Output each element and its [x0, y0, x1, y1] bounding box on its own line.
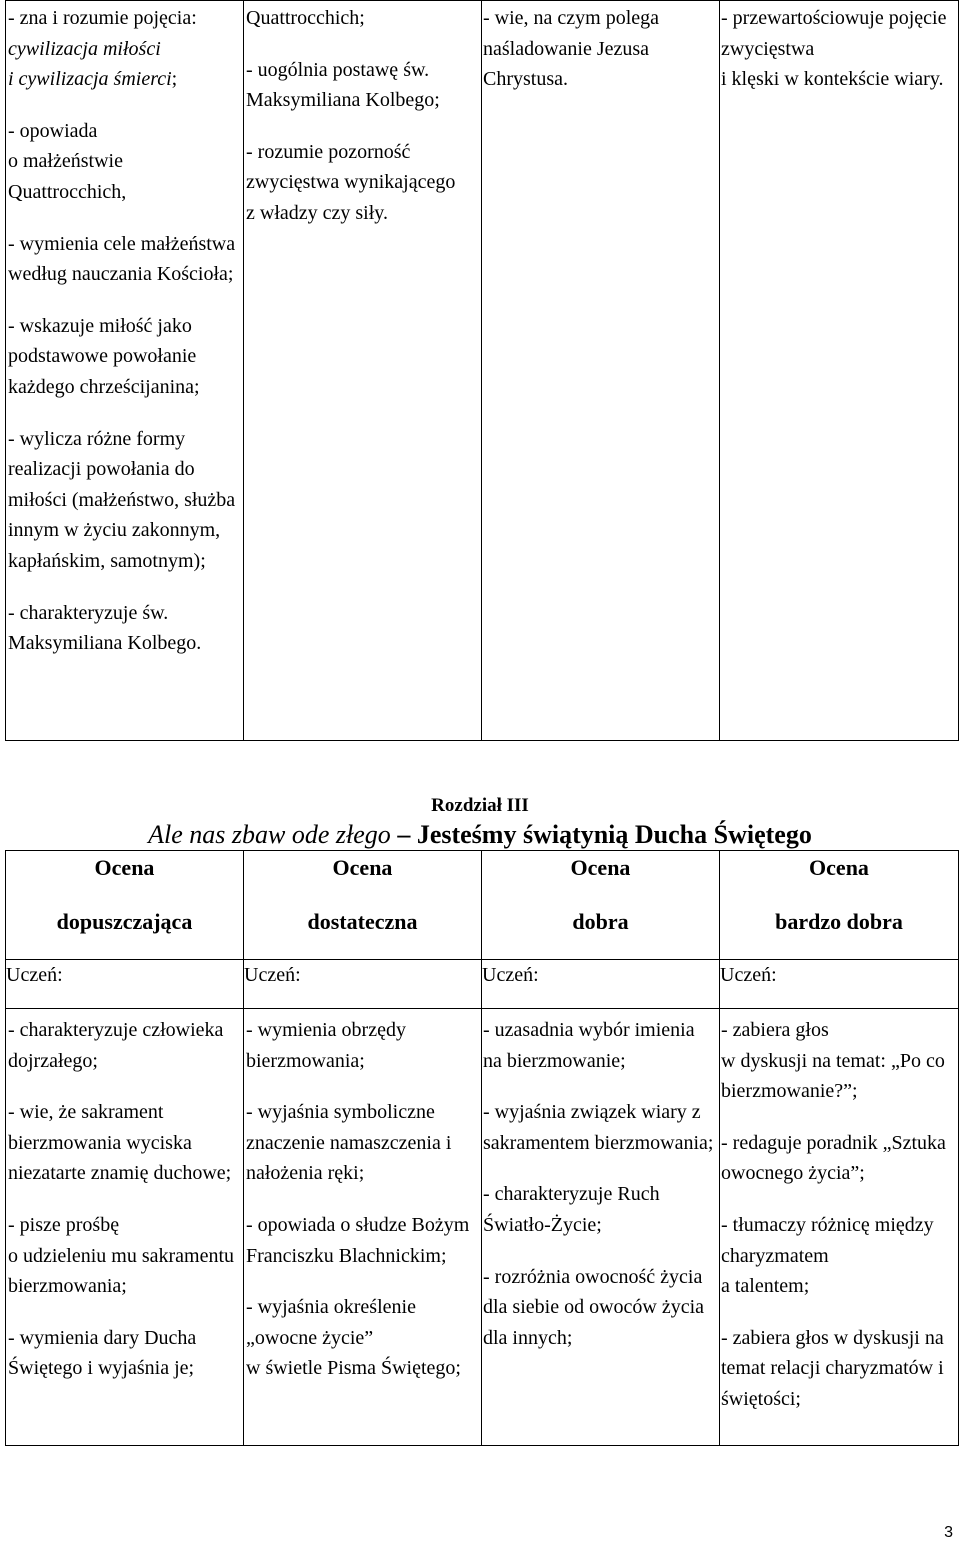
- criterion-item: - wyjaśnia symboliczne znaczenie namaszczenia i nałożenia ręki;: [246, 1101, 452, 1185]
- bottom-col-dostateczna: [244, 1009, 482, 1446]
- grade-label: Ocena: [570, 855, 631, 880]
- criterion-item: - charakteryzuje św. Maksymiliana Kolbego.: [8, 601, 202, 655]
- grade-header-1: [6, 851, 244, 960]
- grade-label: Ocena: [94, 855, 155, 880]
- criterion-item: - wymienia obrzędy bierzmowania;: [246, 1019, 406, 1072]
- criterion-item: - pisze prośbę o udzieleniu mu sakramentu bierzmowania;: [8, 1213, 235, 1298]
- top-col-dostateczna: [244, 1, 482, 741]
- student-label-4: Uczeń:: [720, 960, 959, 1009]
- grade-label: Ocena: [809, 855, 869, 880]
- grade-header-4: [720, 851, 959, 960]
- criterion-item: - opowiada o słudze Bożym Franciszku Blachnickim;: [246, 1213, 470, 1267]
- student-label-2: Uczeń:: [244, 960, 482, 1009]
- chapter-title: [0, 819, 960, 851]
- top-col-dopuszczajaca: [6, 1, 244, 741]
- criterion-item: - wie, na czym polega naśladowanie Jezusa Chrystusa.: [483, 7, 660, 91]
- criterion-item: - przewartościowuje pojęcie zwycięstwa i klęski w kontekście wiary.: [721, 7, 947, 91]
- bottom-col-dobra: [482, 1009, 720, 1446]
- chapter-title-bold: Jesteśmy świątynią Ducha Świętego: [416, 820, 812, 849]
- top-col-dobra: [482, 1, 720, 741]
- grade-name: bardzo dobra: [775, 909, 903, 934]
- criterion-item: Quattrocchich;: [246, 7, 365, 29]
- grade-label: Ocena: [332, 855, 393, 880]
- bottom-col-dopuszczajaca: [6, 1009, 244, 1446]
- criterion-item: - wymienia dary Ducha Świętego i wyjaśnia je;: [8, 1326, 197, 1380]
- criterion-item: - uogólnia postawę św. Maksymiliana Kolbego;: [246, 58, 440, 112]
- chapter-title-italic: Ale nas zbaw ode złego: [148, 820, 391, 849]
- criterion-item: - zna i rozumie pojęcia: cywilizacja miłości i cywilizacja śmierci;: [8, 7, 197, 91]
- criterion-item: - charakteryzuje człowieka dojrzałego;: [8, 1019, 224, 1072]
- criterion-item: - wskazuje miłość jako podstawowe powołanie każdego chrześcijanina;: [8, 314, 200, 398]
- bottom-criteria-table: [5, 850, 959, 1446]
- criterion-item: - wyjaśnia określenie „owocne życie” w świetle Pisma Świętego;: [246, 1296, 461, 1380]
- criterion-item: - uzasadnia wybór imienia na bierzmowanie;: [483, 1019, 695, 1072]
- criterion-item: - zabiera głos w dyskusji na temat relacji charyzmatów i świętości;: [721, 1326, 944, 1410]
- top-col-bardzo-dobra: [720, 1, 959, 741]
- grade-name: dostateczna: [307, 909, 418, 934]
- chapter-label: Rozdział III: [431, 795, 529, 816]
- criterion-item: - tłumaczy różnicę między charyzmatem a talentem;: [721, 1213, 934, 1298]
- criterion-item: - rozróżnia owocność życia dla siebie od owoców życia dla innych;: [483, 1265, 705, 1349]
- criterion-item: - zabiera głos w dyskusji na temat: „Po co bierzmowanie?”;: [721, 1019, 945, 1103]
- grade-header-3: [482, 851, 720, 960]
- student-label-3: Uczeń:: [482, 960, 720, 1009]
- criterion-item: - redaguje poradnik „Sztuka owocnego życia”;: [721, 1131, 946, 1185]
- grade-name: dobra: [572, 909, 629, 934]
- criterion-item: - wylicza różne formy realizacji powołania do miłości (małżeństwo, służba innym w życiu zakonnym, kapłańskim, samotnym);: [8, 427, 236, 572]
- criterion-item: - wymienia cele małżeństwa według nauczania Kościoła;: [8, 232, 236, 286]
- grade-header-2: [244, 851, 482, 960]
- criterion-item: - opowiada o małżeństwie Quattrocchich,: [8, 119, 127, 203]
- chapter-title-dash: –: [397, 820, 411, 849]
- top-criteria-table: [5, 0, 959, 741]
- student-label-1: Uczeń:: [6, 960, 244, 1009]
- grade-name: dopuszczająca: [56, 909, 193, 934]
- criterion-item: - wyjaśnia związek wiary z sakramentem bierzmowania;: [483, 1101, 714, 1154]
- page-number: 3: [944, 1524, 953, 1541]
- criterion-item: - charakteryzuje Ruch Światło-Życie;: [483, 1183, 660, 1236]
- bottom-col-bardzo-dobra: [720, 1009, 959, 1446]
- criterion-item: - rozumie pozorność zwycięstwa wynikającego z władzy czy siły.: [246, 140, 456, 224]
- criterion-item: - wie, że sakrament bierzmowania wyciska niezatarte znamię duchowe;: [8, 1101, 232, 1185]
